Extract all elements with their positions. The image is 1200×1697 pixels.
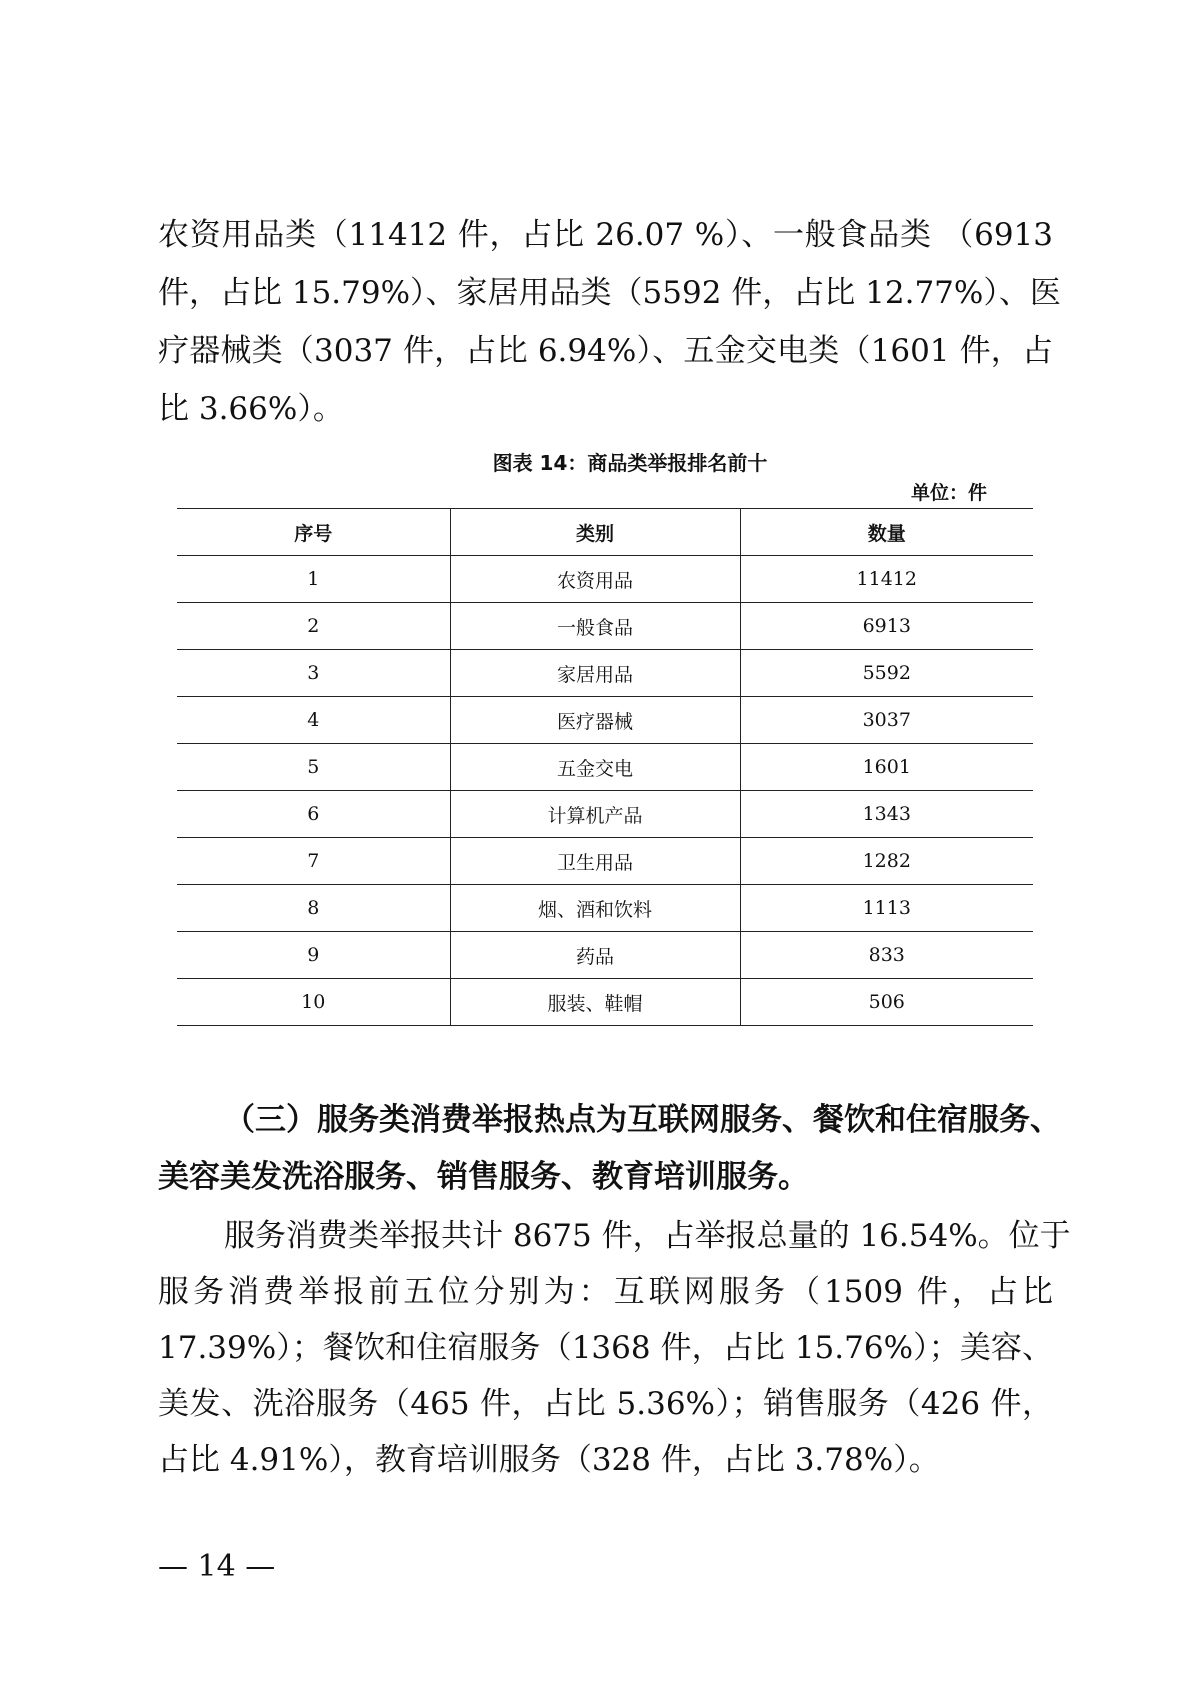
table-row: [177, 650, 1033, 697]
paragraph-commodity-categories: [158, 206, 1061, 438]
paragraph-line: 服务消费类举报共计 8675 件，占举报总量的 16.54%。位于: [224, 1218, 1071, 1254]
paragraph-line: 占比 4.91%），教育培训服务（328 件，占比 3.78%）。: [158, 1442, 940, 1478]
table-row: [177, 885, 1033, 932]
table-row: [177, 932, 1033, 979]
cell-rank: 1: [177, 556, 450, 603]
paragraph-line: 服务消费举报前五位分别为：互联网服务（1509 件，占比: [158, 1274, 1053, 1310]
heading-line: （三）服务类消费举报热点为互联网服务、餐饮和住宿服务、: [224, 1102, 1061, 1138]
table-row: [177, 838, 1033, 885]
cell-category: 一般食品: [450, 603, 740, 650]
cell-category: 烟、酒和饮料: [450, 885, 740, 932]
table-header-row: [177, 509, 1033, 556]
table-row: [177, 697, 1033, 744]
paragraph-line: 件，占比 15.79%）、家居用品类（5592 件，占比 12.77%）、医: [158, 275, 1061, 311]
paragraph-line: 美发、洗浴服务（465 件，占比 5.36%）；销售服务（426 件，: [158, 1386, 1053, 1422]
cell-count: 5592: [740, 650, 1033, 697]
page-number: — 14 —: [158, 1549, 276, 1584]
table-row: [177, 744, 1033, 791]
cell-count: 506: [740, 979, 1033, 1026]
cell-rank: 9: [177, 932, 450, 979]
cell-rank: 3: [177, 650, 450, 697]
cell-count: 1282: [740, 838, 1033, 885]
column-header-category: 类别: [450, 509, 740, 556]
column-header-count: 数量: [740, 509, 1033, 556]
table-row: [177, 556, 1033, 603]
cell-rank: 6: [177, 791, 450, 838]
cell-category: 卫生用品: [450, 838, 740, 885]
cell-count: 1343: [740, 791, 1033, 838]
cell-rank: 5: [177, 744, 450, 791]
cell-category: 农资用品: [450, 556, 740, 603]
cell-count: 3037: [740, 697, 1033, 744]
paragraph-line: 17.39%）；餐饮和住宿服务（1368 件，占比 15.76%）；美容、: [158, 1330, 1053, 1366]
section-heading-services: [158, 1092, 1061, 1206]
paragraph-line: 比 3.66%）。: [158, 391, 344, 427]
cell-rank: 8: [177, 885, 450, 932]
cell-count: 1601: [740, 744, 1033, 791]
cell-category: 药品: [450, 932, 740, 979]
commodity-ranking-table: [177, 508, 1033, 1026]
cell-category: 计算机产品: [450, 791, 740, 838]
cell-rank: 10: [177, 979, 450, 1026]
cell-count: 6913: [740, 603, 1033, 650]
paragraph-line: 疗器械类（3037 件，占比 6.94%）、五金交电类（1601 件，占: [158, 333, 1053, 369]
paragraph-line: 农资用品类（11412 件，占比 26.07 %）、一般食品类 （6913: [158, 217, 1053, 253]
table-row: [177, 979, 1033, 1026]
paragraph-service-reports: [158, 1208, 1071, 1488]
cell-rank: 4: [177, 697, 450, 744]
cell-count: 1113: [740, 885, 1033, 932]
cell-count: 833: [740, 932, 1033, 979]
cell-category: 服装、鞋帽: [450, 979, 740, 1026]
table-row: [177, 791, 1033, 838]
cell-count: 11412: [740, 556, 1033, 603]
heading-line: 美容美发洗浴服务、销售服务、教育培训服务。: [158, 1159, 809, 1195]
cell-rank: 7: [177, 838, 450, 885]
cell-category: 医疗器械: [450, 697, 740, 744]
column-header-rank: 序号: [177, 509, 450, 556]
cell-rank: 2: [177, 603, 450, 650]
table-caption: 图表 14：商品类举报排名前十: [492, 451, 768, 475]
table-row: [177, 603, 1033, 650]
cell-category: 家居用品: [450, 650, 740, 697]
cell-category: 五金交电: [450, 744, 740, 791]
table-unit-label: 单位：件: [910, 482, 987, 504]
